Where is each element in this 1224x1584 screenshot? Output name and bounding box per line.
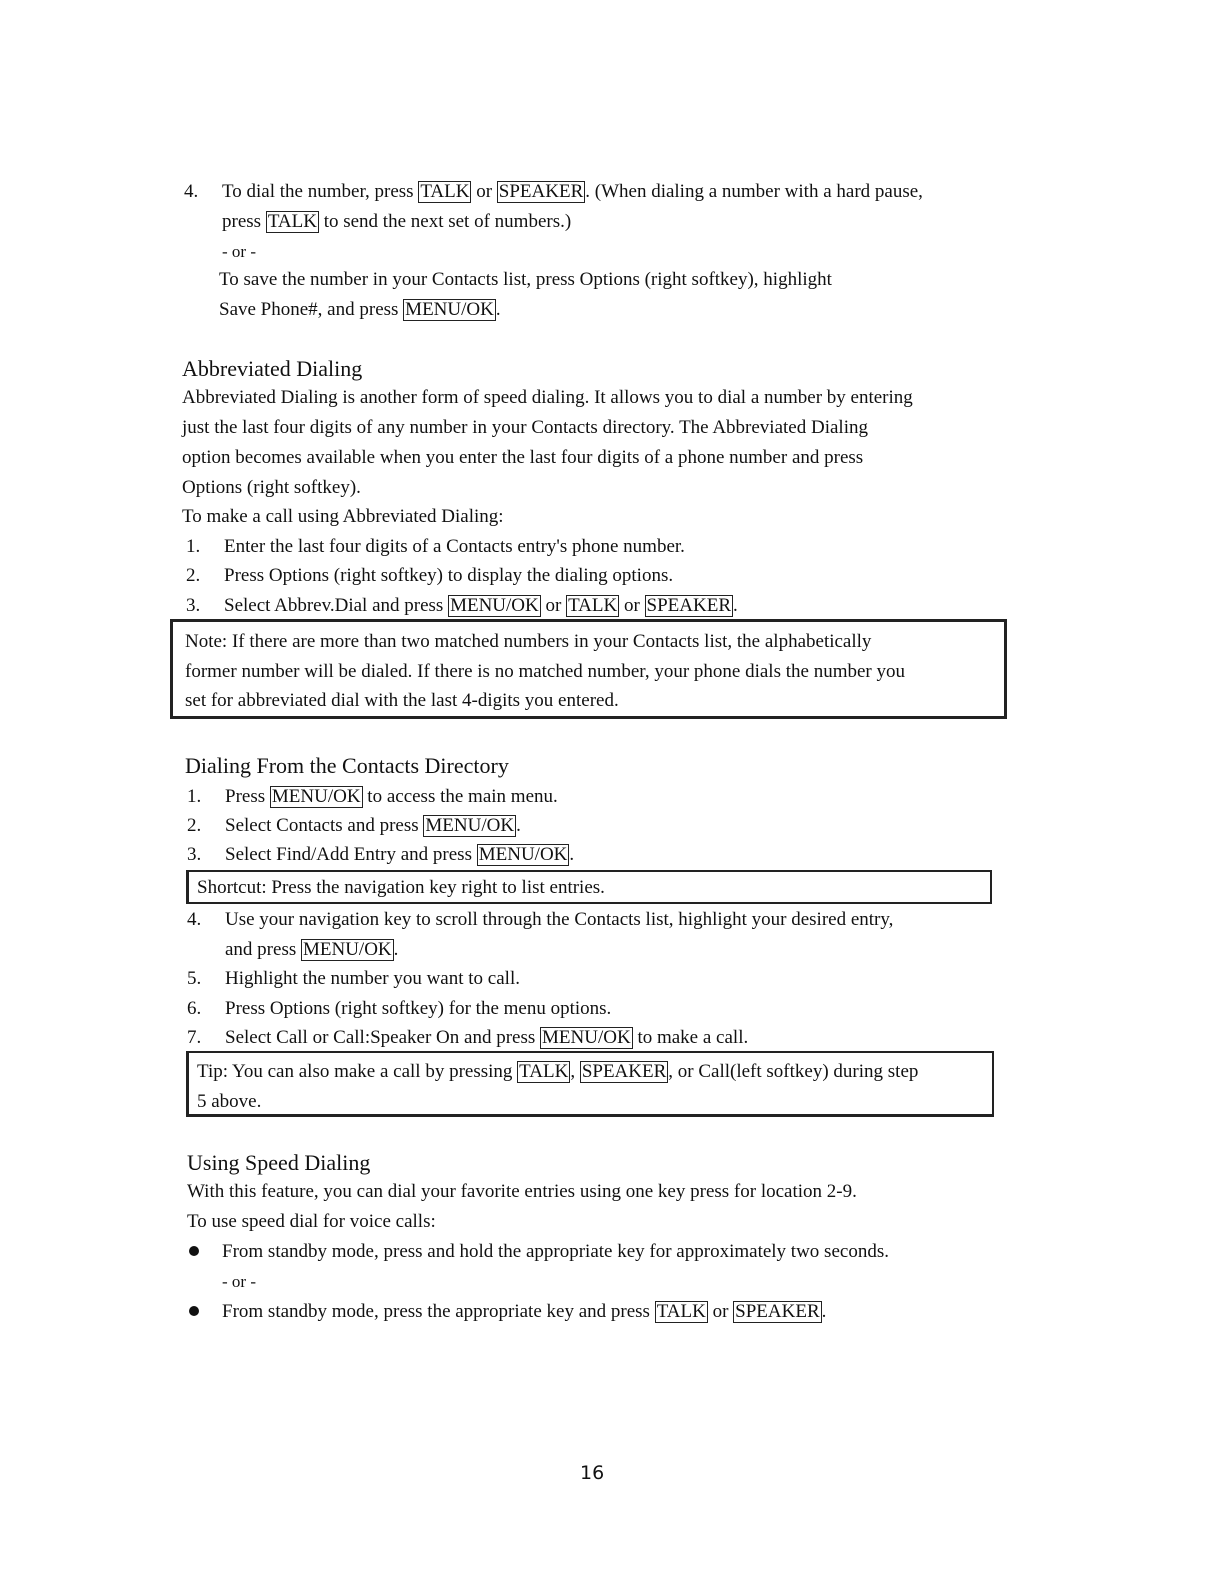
talk-key: TALK <box>519 1061 569 1082</box>
menu-ok-key: MENU/OK <box>425 815 515 836</box>
section-heading: Using Speed Dialing <box>187 1150 371 1175</box>
section-heading: Abbreviated Dialing <box>182 356 363 381</box>
step4-line4: To save the number in your Contacts list, press Options (right softkey), highlight <box>219 269 832 290</box>
step-text: Press Options (right softkey) to display the dialing options. <box>224 565 674 586</box>
shortcut-text: Shortcut: Press the navigation key right to list entries. <box>197 877 605 898</box>
step-text: Highlight the number you want to call. <box>225 968 520 989</box>
step-number: 4. <box>184 181 199 202</box>
shortcut-box <box>186 870 992 904</box>
step-text: Select Contacts and press MENU/OK . <box>225 815 521 836</box>
step4-line5: Save Phone#, and press MENU/OK . <box>219 299 501 320</box>
page-number: 16 <box>580 1462 605 1484</box>
talk-key: TALK <box>656 1301 706 1322</box>
menu-ok-key: MENU/OK <box>271 786 361 807</box>
step-text: Select Abbrev.Dial and press MENU/OK or TALK or SPEAKER . <box>224 595 738 616</box>
step-number: 4. <box>187 909 202 930</box>
step-text: Enter the last four digits of a Contacts entry's phone number. <box>224 536 685 557</box>
menu-ok-key: MENU/OK <box>478 844 568 865</box>
step-text: Press Options (right softkey) for the menu options. <box>225 998 612 1019</box>
paragraph-line: option becomes available when you enter the last four digits of a phone number and press <box>182 447 864 468</box>
note-line: set for abbreviated dial with the last 4-digits you entered. <box>185 690 619 711</box>
step-number: 1. <box>187 786 202 807</box>
step4-line2: press TALK to send the next set of numbers.) <box>222 211 572 232</box>
step-number: 5. <box>187 968 202 989</box>
bullet-text: From standby mode, press and hold the appropriate key for approximately two seconds. <box>222 1241 889 1262</box>
talk-key: TALK <box>267 211 317 232</box>
step-number: 1. <box>186 536 201 557</box>
talk-key: TALK <box>420 181 470 202</box>
step-number: 6. <box>187 998 202 1019</box>
step-text: Use your navigation key to scroll through the Contacts list, highlight your desired entry, <box>225 909 894 930</box>
speaker-key: SPEAKER <box>581 1061 667 1082</box>
bullet-icon <box>189 1246 199 1256</box>
paragraph-line: Options (right softkey). <box>182 477 361 498</box>
talk-key: TALK <box>568 595 618 616</box>
tip-box <box>186 1051 994 1117</box>
step4-line1: To dial the number, press TALK or SPEAKER . (When dialing a number with a hard pause, <box>222 181 923 202</box>
menu-ok-key: MENU/OK <box>542 1027 631 1048</box>
note-box <box>170 619 1007 719</box>
menu-ok-key: MENU/OK <box>302 939 392 960</box>
or-separator: - or - <box>222 1272 256 1291</box>
step-number: 7. <box>187 1027 202 1048</box>
speaker-key: SPEAKER <box>646 595 732 616</box>
section-heading: Dialing From the Contacts Directory <box>185 753 509 778</box>
step-number: 3. <box>186 595 201 616</box>
step-text: and press MENU/OK . <box>225 939 399 960</box>
paragraph-line: To make a call using Abbreviated Dialing: <box>182 506 504 527</box>
paragraph-line: Abbreviated Dialing is another form of speed dialing. It allows you to dial a number by entering <box>182 387 913 408</box>
tip-line: 5 above. <box>197 1091 262 1112</box>
step-text: Press MENU/OK to access the main menu. <box>225 786 558 807</box>
speaker-key: SPEAKER <box>498 181 584 202</box>
paragraph-line: With this feature, you can dial your favorite entries using one key press for location 2-9. <box>187 1181 857 1202</box>
tip-line: Tip: You can also make a call by pressing TALK , SPEAKER , or Call(left softkey) during step <box>197 1061 919 1082</box>
note-line: former number will be dialed. If there is no matched number, your phone dials the number you <box>185 661 905 682</box>
step-number: 2. <box>186 565 201 586</box>
step-number: 2. <box>187 815 202 836</box>
paragraph-line: just the last four digits of any number in your Contacts directory. The Abbreviated Dialing <box>182 417 868 438</box>
note-line: Note: If there are more than two matched numbers in your Contacts list, the alphabetically <box>185 631 872 652</box>
step-text: Select Call or Call:Speaker On and press MENU/OK to make a call. <box>225 1027 749 1048</box>
speaker-key: SPEAKER <box>735 1301 820 1322</box>
step-number: 3. <box>187 844 202 865</box>
bullet-icon <box>189 1306 199 1316</box>
step-text: Select Find/Add Entry and press MENU/OK . <box>225 844 575 865</box>
menu-ok-key: MENU/OK <box>450 595 539 616</box>
menu-ok-key: MENU/OK <box>405 299 494 320</box>
paragraph-line: To use speed dial for voice calls: <box>187 1211 436 1232</box>
or-separator: - or - <box>222 242 256 261</box>
bullet-text: From standby mode, press the appropriate key and press TALK or SPEAKER . <box>222 1301 827 1322</box>
